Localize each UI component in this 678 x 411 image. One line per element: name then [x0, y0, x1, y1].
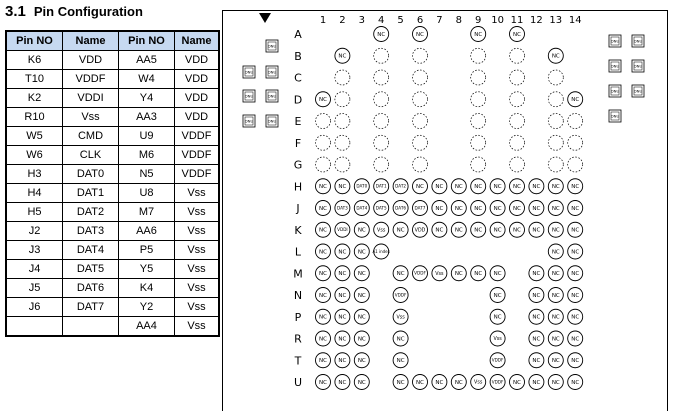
ball-unpopulated [510, 135, 525, 150]
dnu-label: DNU [244, 69, 254, 75]
table-row [6, 146, 219, 165]
ball-label: NC [454, 184, 463, 191]
ball-label: NC [319, 97, 327, 104]
cell-name-2: Vss [175, 241, 220, 260]
cell-pin-no-2: AA5 [119, 51, 175, 70]
ball-label: NC [571, 379, 580, 386]
row-label: U [293, 376, 303, 389]
row-label: T [294, 354, 302, 368]
ball-label: DAT5 [375, 205, 387, 211]
column-label: 6 [416, 15, 424, 26]
ball-label: NC [551, 184, 560, 191]
ball-label: NC [396, 336, 405, 343]
cell-name-2: VDDF [175, 127, 220, 146]
ball-label: NC [493, 227, 502, 234]
cell-pin-no: R10 [6, 108, 63, 127]
ball-label: NC [357, 271, 366, 278]
ball-label: NC [551, 271, 560, 278]
ball-unpopulated [510, 92, 525, 107]
ball-label: NC [551, 292, 560, 299]
cell-name-2: VDDF [175, 165, 220, 184]
ball-label: NC [571, 205, 580, 212]
cell-name: VDD [63, 51, 119, 70]
ball-unpopulated [548, 70, 563, 85]
ball-label: VDD [414, 228, 426, 234]
ball-label: DAT2 [395, 183, 407, 189]
ball-label: NC [532, 292, 541, 299]
ball-label: NC [571, 184, 580, 191]
row-label: M [293, 267, 303, 281]
cell-pin-no-2: AA4 [119, 317, 175, 337]
row-label: G [293, 158, 303, 172]
row-label: D [293, 93, 303, 107]
dnu-label: DNU [633, 88, 643, 94]
ball-unpopulated [568, 135, 583, 150]
ball-label: NC [532, 271, 541, 278]
section-title: Pin Configuration [33, 4, 143, 19]
cell-pin-no-2: W4 [119, 70, 175, 89]
ball-label: DAT0 [356, 183, 368, 189]
ball-label: NC [493, 205, 502, 212]
dnu-label: DNU [244, 93, 254, 99]
ball-label: NC [357, 358, 366, 365]
ball-unpopulated [510, 157, 525, 172]
ball-label: NC [532, 358, 541, 365]
ball-unpopulated [471, 157, 486, 172]
ball-label: NC [319, 184, 327, 191]
row-label: R [294, 332, 302, 346]
ball-unpopulated [510, 70, 525, 85]
ball-unpopulated [568, 157, 583, 172]
ball-label: NC [571, 97, 580, 104]
ball-label: NC [377, 31, 386, 38]
cell-pin-no-2: U9 [119, 127, 175, 146]
cell-pin-no: J3 [6, 241, 63, 260]
section-heading [5, 3, 143, 21]
ball-label: NC [474, 184, 483, 191]
ball-label: NC [338, 184, 347, 191]
cell-name-2: Vss [175, 298, 220, 317]
row-label: E [294, 115, 302, 128]
row-label: L [294, 245, 302, 259]
ball-unpopulated [374, 135, 389, 150]
table-row [6, 279, 219, 298]
ball-label: NC [396, 358, 405, 365]
ball-label: NC [513, 184, 521, 191]
cell-name: DAT5 [63, 260, 119, 279]
ball-label: DAT6 [395, 205, 407, 211]
cell-name-2: Vss [175, 260, 220, 279]
table-row [6, 203, 219, 222]
cell-name: DAT7 [63, 298, 119, 317]
ball-unpopulated [335, 135, 350, 150]
ball-map-svg [223, 11, 667, 411]
cell-pin-no: W6 [6, 146, 63, 165]
cell-pin-no-2: M6 [119, 146, 175, 165]
ball-unpopulated [568, 114, 583, 129]
row-label: K [294, 223, 302, 237]
table-row [6, 260, 219, 279]
ball-unpopulated [413, 48, 428, 63]
ball-label: NC [319, 227, 327, 234]
ball-label: NC [551, 53, 560, 60]
ball-label: NC [357, 249, 366, 256]
ball-label: NC [319, 358, 327, 365]
ball-label: NC [571, 249, 580, 256]
ball-label: NC [551, 379, 560, 386]
table-row [6, 298, 219, 317]
ball-label: NC [319, 379, 327, 386]
ball-label: NC [454, 379, 463, 386]
ball-label: NC [532, 227, 541, 234]
cell-name: Vss [63, 108, 119, 127]
ball-label: NC [357, 314, 366, 321]
cell-pin-no-2: Y5 [119, 260, 175, 279]
ball-unpopulated [413, 157, 428, 172]
column-label: 4 [378, 15, 385, 26]
ball-label: DAT1 [375, 183, 387, 189]
row-label: B [294, 49, 302, 63]
dnu-label: DNU [610, 88, 620, 94]
ball-label: NC [493, 271, 502, 278]
ball-label: NC [513, 31, 521, 38]
ball-label: NC [435, 227, 444, 234]
ball-label: NC [357, 292, 366, 299]
cell-pin-no-2: N5 [119, 165, 175, 184]
ball-label: NC [474, 31, 483, 38]
ball-unpopulated [316, 135, 331, 150]
ball-unpopulated [471, 48, 486, 63]
ball-label: NC [396, 379, 405, 386]
ball-unpopulated [374, 92, 389, 107]
cell-name: DAT2 [63, 203, 119, 222]
ball-label: NC [338, 358, 347, 365]
ball-label: NC [474, 227, 483, 234]
ball-unpopulated [335, 114, 350, 129]
ball-label: DAT3 [336, 205, 348, 211]
cell-pin-no: J6 [6, 298, 63, 317]
ball-unpopulated [548, 157, 563, 172]
ball-label: NC [416, 31, 424, 38]
ball-label: NC [532, 184, 541, 191]
header-name-2: Name [175, 31, 220, 51]
cell-pin-no: J5 [6, 279, 63, 298]
cell-name: DAT0 [63, 165, 119, 184]
ball-label: NC [396, 271, 405, 278]
dnu-label: DNU [633, 63, 643, 69]
dnu-label: DNU [267, 69, 277, 75]
ball-label: VDDI [337, 227, 348, 233]
ball-label: Vss [474, 380, 483, 386]
ball-unpopulated [335, 92, 350, 107]
ball-label: NC [454, 271, 463, 278]
ball-label: NC [338, 379, 347, 386]
ball-label: NC [357, 379, 366, 386]
ball-label: VDDF [491, 357, 504, 363]
cell-name-2: Vss [175, 222, 220, 241]
cell-name-2: VDD [175, 70, 220, 89]
ball-label: NC [338, 292, 347, 299]
cell-name: CLK [63, 146, 119, 165]
ball-label: NC [513, 227, 521, 234]
ball-unpopulated [413, 135, 428, 150]
ball-label: NC [357, 227, 366, 234]
ball-unpopulated [374, 48, 389, 63]
table-row [6, 127, 219, 146]
cell-name-2: VDD [175, 108, 220, 127]
cell-name-2: Vss [175, 184, 220, 203]
row-label: C [294, 71, 302, 85]
ball-unpopulated [374, 157, 389, 172]
ball-label: NC [571, 358, 580, 365]
cell-name: VDDI [63, 89, 119, 108]
ball-label: NC [571, 314, 580, 321]
ball-label: DAT7 [414, 205, 426, 211]
ball-unpopulated [471, 135, 486, 150]
ball-label: NC [319, 249, 327, 256]
header-name: Name [63, 31, 119, 51]
ball-unpopulated [510, 48, 525, 63]
pin-table [5, 30, 220, 337]
header-pin-no: Pin NO [6, 31, 63, 51]
dnu-label: DNU [244, 118, 254, 124]
ball-label: VDDF [414, 270, 426, 276]
ball-label: NC [532, 336, 541, 343]
ball-label: Vss [396, 315, 405, 321]
ball-label: NC [474, 271, 483, 278]
ball-label: NC [416, 379, 424, 386]
cell-name: DAT3 [63, 222, 119, 241]
ball-label: NC [513, 205, 521, 212]
ball-label: NC [319, 336, 327, 343]
ball-label: NC [493, 184, 502, 191]
ball-label: NC [319, 271, 327, 278]
row-label: N [293, 289, 303, 302]
ball-label: NC [319, 205, 327, 212]
ball-unpopulated [548, 135, 563, 150]
cell-pin-no: W5 [6, 127, 63, 146]
orientation-marker [259, 13, 271, 23]
cell-name: DAT6 [63, 279, 119, 298]
cell-pin-no-2: Y2 [119, 298, 175, 317]
cell-name [63, 317, 119, 337]
column-label: 1 [319, 15, 327, 26]
ball-label: Vss [377, 228, 386, 234]
table-row [6, 222, 219, 241]
ball-unpopulated [316, 114, 331, 129]
cell-pin-no: K6 [6, 51, 63, 70]
ball-label: NC [338, 314, 347, 321]
ball-unpopulated [413, 92, 428, 107]
ball-label: VDDF [491, 379, 504, 385]
cell-name: CMD [63, 127, 119, 146]
ball-label: NC [551, 227, 560, 234]
ball-unpopulated [335, 157, 350, 172]
cell-pin-no: J2 [6, 222, 63, 241]
cell-pin-no-2: P5 [119, 241, 175, 260]
cell-name: VDDF [63, 70, 119, 89]
cell-pin-no [6, 317, 63, 337]
table-row [6, 317, 219, 337]
dnu-label: DNU [610, 113, 620, 119]
ball-unpopulated [335, 70, 350, 85]
ball-label: NC [474, 205, 483, 212]
ball-label: NC [571, 227, 580, 234]
ball-label: NC [551, 314, 560, 321]
ball-map [222, 10, 668, 411]
cell-name-2: Vss [175, 279, 220, 298]
ball-label: NC [532, 205, 541, 212]
dnu-label: DNU [267, 43, 277, 49]
ball-label: NC [338, 271, 347, 278]
ball-unpopulated [374, 114, 389, 129]
ball-unpopulated [548, 114, 563, 129]
cell-name-2: Vss [175, 317, 220, 337]
ball-label: DAT4 [356, 205, 368, 211]
column-label: 8 [455, 15, 462, 26]
cell-pin-no: J4 [6, 260, 63, 279]
ball-label: NC [396, 227, 405, 234]
ball-label: NC [551, 358, 560, 365]
table-row [6, 70, 219, 89]
dnu-label: DNU [633, 38, 643, 44]
ball-label: NC [454, 205, 463, 212]
cell-name-2: VDD [175, 89, 220, 108]
ball-label: NC [551, 336, 560, 343]
ball-label: NC [357, 336, 366, 343]
column-label: 14 [568, 15, 582, 26]
cell-pin-no: H4 [6, 184, 63, 203]
column-label: 9 [475, 15, 482, 26]
cell-name-2: VDD [175, 51, 220, 70]
dnu-label: DNU [610, 63, 620, 69]
cell-name: DAT1 [63, 184, 119, 203]
ball-label: NC [416, 184, 424, 191]
column-label: 7 [436, 15, 443, 26]
ball-unpopulated [413, 114, 428, 129]
ball-label: NC [532, 314, 541, 321]
dnu-label: DNU [267, 118, 277, 124]
cell-pin-no: H3 [6, 165, 63, 184]
dnu-label: DNU [610, 38, 620, 44]
ball-label: NC [513, 379, 521, 386]
ball-unpopulated [510, 114, 525, 129]
column-label: 13 [549, 15, 563, 26]
ball-unpopulated [413, 70, 428, 85]
table-row [6, 241, 219, 260]
ball-label: VDDF [394, 292, 407, 298]
cell-pin-no-2: U8 [119, 184, 175, 203]
ball-label: NC [435, 379, 444, 386]
cell-name-2: VDDF [175, 146, 220, 165]
ball-label: NC [338, 53, 347, 60]
ball-label: NC [493, 292, 502, 299]
row-label: P [294, 310, 302, 324]
column-label: 3 [358, 15, 365, 26]
ball-unpopulated [471, 70, 486, 85]
ball-unpopulated [316, 157, 331, 172]
table-row [6, 165, 219, 184]
column-label: 10 [491, 15, 504, 26]
row-label: A [294, 28, 302, 41]
ball-unpopulated [548, 92, 563, 107]
ball-label: NC [454, 227, 463, 234]
table-row [6, 108, 219, 127]
ball-label: NC [493, 314, 502, 321]
ball-label: NC [338, 249, 347, 256]
table-row [6, 184, 219, 203]
ball-label: A1 index [372, 248, 390, 254]
cell-pin-no-2: AA6 [119, 222, 175, 241]
ball-unpopulated [374, 70, 389, 85]
table-row [6, 89, 219, 108]
pin-table-header [6, 31, 219, 51]
cell-pin-no-2: K4 [119, 279, 175, 298]
cell-pin-no-2: AA3 [119, 108, 175, 127]
ball-label: NC [338, 336, 347, 343]
ball-label: NC [319, 292, 327, 299]
ball-label: NC [435, 184, 444, 191]
ball-label: NC [435, 205, 444, 212]
ball-label: NC [551, 205, 560, 212]
row-label: H [293, 180, 303, 194]
ball-label: NC [319, 314, 327, 321]
ball-label: NC [532, 379, 541, 386]
cell-pin-no-2: Y4 [119, 89, 175, 108]
ball-label: Vss [435, 271, 444, 277]
cell-name-2: Vss [175, 203, 220, 222]
column-label: 12 [530, 15, 543, 26]
section-number: 3.1 [5, 3, 26, 20]
column-label: 11 [510, 15, 524, 26]
ball-label: NC [571, 336, 580, 343]
header-pin-no-2: Pin NO [119, 31, 175, 51]
cell-pin-no: T10 [6, 70, 63, 89]
ball-unpopulated [471, 114, 486, 129]
cell-name: DAT4 [63, 241, 119, 260]
row-label: F [294, 136, 302, 150]
cell-pin-no: K2 [6, 89, 63, 108]
ball-label: NC [571, 271, 580, 278]
column-label: 2 [339, 15, 346, 26]
cell-pin-no-2: M7 [119, 203, 175, 222]
ball-label: NC [551, 249, 560, 256]
table-row [6, 51, 219, 70]
ball-label: NC [571, 292, 580, 299]
cell-pin-no: H5 [6, 203, 63, 222]
column-label: 5 [397, 15, 404, 26]
ball-label: Vss [493, 337, 502, 343]
row-label: J [296, 202, 300, 215]
dnu-label: DNU [267, 93, 277, 99]
ball-unpopulated [471, 92, 486, 107]
